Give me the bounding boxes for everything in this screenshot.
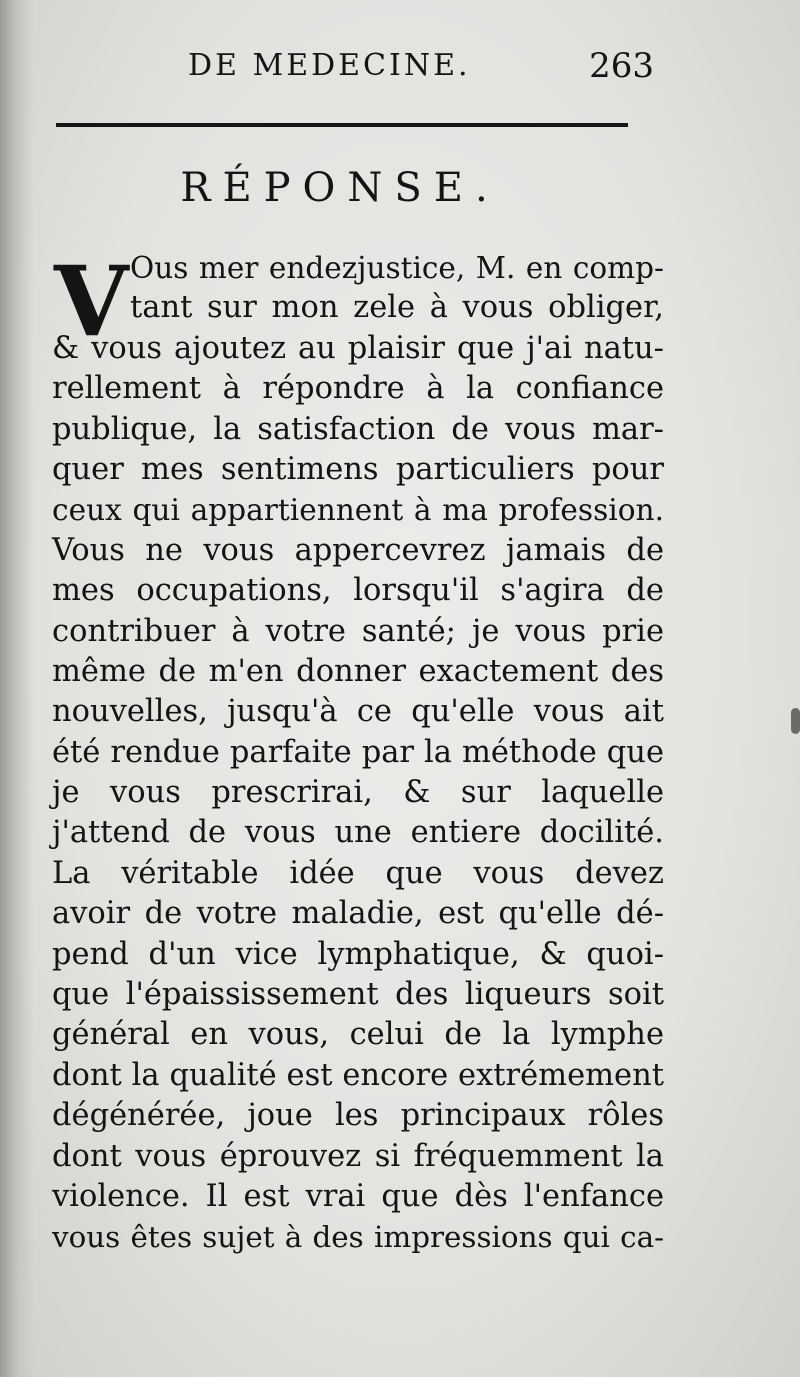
text-line: nouvelles, jusqu'à ce qu'elle vous ait bbox=[52, 694, 664, 730]
text-line: dont vous éprouvez si fréquemment la bbox=[52, 1138, 664, 1174]
text-line: mes occupations, lorsqu'il s'agira de bbox=[52, 573, 664, 609]
drop-cap: V bbox=[54, 245, 129, 358]
text-line: quer mes sentimens particuliers pour bbox=[52, 451, 664, 487]
text-line: je vous prescrirai, & sur laquelle bbox=[52, 775, 664, 811]
page-number: 263 bbox=[589, 46, 654, 86]
text-line: contribuer à votre santé; je vous prie bbox=[52, 613, 664, 649]
text-line: La véritable idée que vous devez bbox=[52, 855, 664, 891]
text-line: avoir de votre maladie, est qu'elle dé- bbox=[52, 896, 664, 932]
scan-speck bbox=[791, 708, 800, 734]
section-heading: RÉPONSE. bbox=[180, 165, 500, 211]
running-head bbox=[60, 40, 660, 102]
header-rule bbox=[56, 123, 628, 127]
text-line: été rendue parfaite par la méthode que bbox=[52, 734, 664, 770]
text-line: rellement à répondre à la confiance bbox=[52, 371, 664, 407]
text-line: même de m'en donner exactement des bbox=[52, 653, 664, 689]
text-line: pend d'un vice lymphatique, & quoi- bbox=[52, 936, 664, 972]
text-line: que l'épaississement des liqueurs soit bbox=[52, 977, 664, 1013]
text-line: Ous mer endezjustice, M. en comp- bbox=[130, 251, 664, 285]
text-line: tant sur mon zele à vous obliger, bbox=[130, 290, 664, 326]
text-line: dégénérée, joue les principaux rôles bbox=[52, 1098, 664, 1134]
text-line: vous êtes sujet à des impressions qui ca- bbox=[52, 1220, 664, 1255]
text-line: dont la qualité est encore extrémement bbox=[52, 1057, 664, 1093]
running-head-title: DE MEDECINE. bbox=[188, 48, 471, 83]
text-line: ceux qui appartiennent à ma profession. bbox=[52, 493, 664, 528]
text-line: violence. Il est vrai que dès l'enfance bbox=[52, 1178, 664, 1214]
body-text bbox=[52, 245, 664, 1258]
text-line: j'attend de vous une entiere docilité. bbox=[52, 815, 664, 851]
text-line: Vous ne vous appercevrez jamais de bbox=[52, 532, 664, 568]
text-line: & vous ajoutez au plaisir que j'ai natu- bbox=[52, 330, 664, 366]
text-line: publique, la satisfaction de vous mar- bbox=[52, 411, 664, 447]
text-line: général en vous, celui de la lymphe bbox=[52, 1017, 664, 1053]
